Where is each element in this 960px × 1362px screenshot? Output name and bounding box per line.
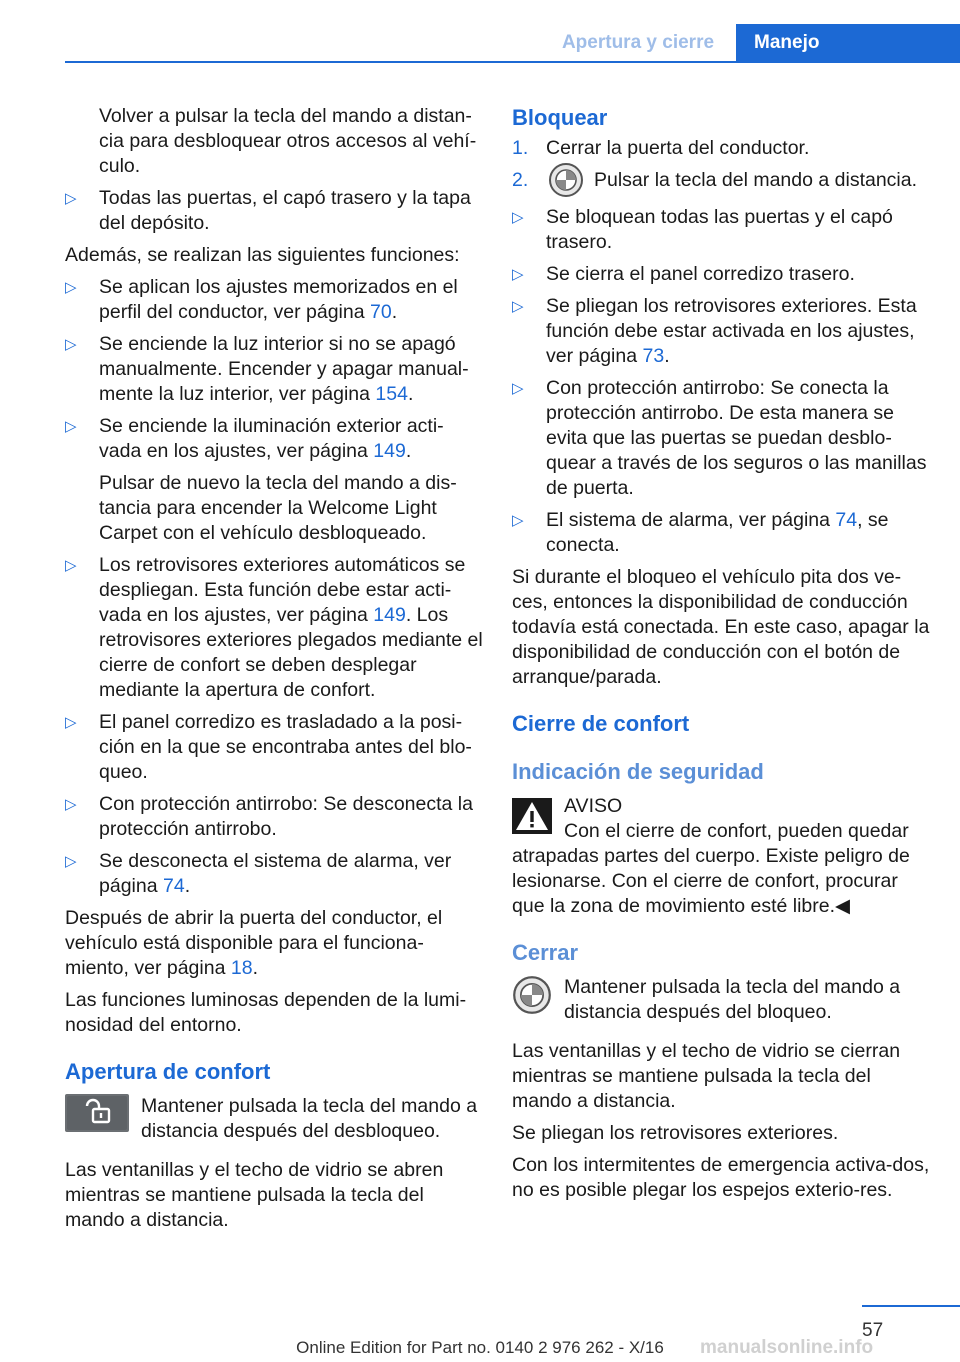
comfort-close-instruction: Mantener pulsada la tecla del mando a distancia después del bloqueo. bbox=[512, 975, 932, 1025]
heading-safety-note: Indicación de seguridad bbox=[512, 759, 764, 784]
step-number: 1. bbox=[512, 137, 529, 159]
remote-key-bmw-icon bbox=[512, 975, 552, 1015]
heading-lock: Bloquear bbox=[512, 105, 608, 130]
footer-edition: Online Edition for Part no. 0140 2 976 262 - X/16 bbox=[296, 1338, 664, 1357]
numbered-step: 1. Cerrar la puerta del conductor. bbox=[512, 137, 810, 159]
header-rule bbox=[65, 61, 960, 63]
step-number: 2. bbox=[512, 169, 529, 191]
list-item: ▷ Se bloquean todas las puertas y el capó trasero. bbox=[512, 206, 893, 253]
bullet-triangle-icon: ▷ bbox=[65, 190, 77, 207]
paragraph: Las ventanillas y el techo de vidrio se abren mientras se mantiene pulsada la tecla del mando a distancia. bbox=[65, 1159, 444, 1231]
page-link[interactable]: 70 bbox=[370, 301, 392, 323]
page-number: 57 bbox=[862, 1320, 884, 1341]
paragraph: Las ventanillas y el techo de vidrio se cierran mientras se mantiene pulsada la tecla del mando a distancia. bbox=[512, 1040, 901, 1112]
list-item: ▷ Los retrovisores exteriores automáticos se despliegan. Esta función debe estar acti‐vada en los ajustes, ver página 149. Los retrovisores exteriores plegados mediante el cierre de confort se deben desplegar mediante la apertura de confort. bbox=[65, 554, 483, 701]
page-header bbox=[0, 0, 960, 64]
list-item: ▷ Se enciende la luz interior si no se apagó manualmente. Encender y apagar manual‐mente la luz interior, ver página 154. bbox=[65, 333, 469, 405]
paragraph: Con los intermitentes de emergencia activa‐dos, no es posible plegar los espejos exterio‐res. bbox=[512, 1154, 930, 1201]
warning-box bbox=[512, 794, 932, 919]
numbered-step: 2. Pulsar la tecla del mando a distancia. bbox=[512, 168, 932, 198]
paragraph: Las funciones luminosas dependen de la lumi‐nosidad del entorno. bbox=[65, 989, 467, 1036]
list-item: ▷ El panel corredizo es trasladado a la posi‐ción en la que se encontraba antes del blo‐queo. bbox=[65, 711, 472, 783]
list-item: ▷ Con protección antirrobo: Se conecta la protección antirrobo. De esta manera se evita que las puertas se puedan desblo‐quear a través de los seguros o las manillas de puerta. bbox=[512, 377, 927, 499]
bullet-triangle-icon: ▷ bbox=[65, 336, 77, 353]
chapter-tab: Manejo bbox=[736, 24, 960, 61]
list-item: ▷ Se desconecta el sistema de alarma, ver página 74. bbox=[65, 850, 452, 897]
page-link[interactable]: 73 bbox=[642, 345, 665, 367]
unlock-key-icon bbox=[65, 1094, 129, 1132]
page-link[interactable]: 154 bbox=[375, 383, 408, 405]
bullet-triangle-icon: ▷ bbox=[512, 380, 524, 397]
list-item: ▷ Con protección antirrobo: Se desconecta la protección antirrobo. bbox=[65, 793, 473, 840]
warning-title: AVISO bbox=[564, 795, 623, 817]
paragraph: Además, se realizan las siguientes funciones: bbox=[65, 244, 460, 266]
bullet-triangle-icon: ▷ bbox=[65, 279, 77, 296]
list-item: ▷ El sistema de alarma, ver página 74, se conecta. bbox=[512, 509, 889, 556]
paragraph: Volver a pulsar la tecla del mando a distan‐cia para desbloquear otros accesos al vehí‐culo. bbox=[99, 105, 477, 177]
bullet-triangle-icon: ▷ bbox=[512, 209, 524, 226]
bullet-triangle-icon: ▷ bbox=[65, 796, 77, 813]
list-item: ▷ Todas las puertas, el capó trasero y la tapa del depósito. bbox=[65, 187, 471, 234]
paragraph: Se pliegan los retrovisores exteriores. bbox=[512, 1122, 839, 1144]
comfort-open-instruction: Mantener pulsada la tecla del mando a distancia después del desbloqueo. bbox=[65, 1094, 483, 1144]
bullet-triangle-icon: ▷ bbox=[512, 512, 524, 529]
list-item: ▷ Se aplican los ajustes memorizados en el perfil del conductor, ver página 70. bbox=[65, 276, 458, 323]
warning-first-line: Con el cierre de confort, pueden quedar bbox=[564, 820, 909, 842]
list-item: ▷ Se pliegan los retrovisores exteriores. Esta función debe estar activada en los ajustes, ver página 73. bbox=[512, 295, 917, 367]
list-item: ▷ Se cierra el panel corredizo trasero. bbox=[512, 263, 855, 285]
page-link[interactable]: 74 bbox=[162, 875, 185, 897]
paragraph: Si durante el bloqueo el vehículo pita dos ve‐ces, entonces la disponibilidad de conducción todavía está conectada. En este caso, apagar la disponibilidad de conducción con el botón de arranque/parada. bbox=[512, 566, 930, 688]
warning-triangle-icon bbox=[512, 798, 552, 834]
left-column bbox=[65, 104, 483, 1240]
watermark: manualsonline.info bbox=[700, 1337, 874, 1358]
remote-key-bmw-icon bbox=[548, 162, 584, 198]
page-link[interactable]: 149 bbox=[373, 440, 406, 462]
paragraph: Después de abrir la puerta del conductor, el vehículo está disponible para el funciona‐miento, ver página 18. bbox=[65, 907, 443, 979]
sub-paragraph: Pulsar de nuevo la tecla del mando a dis‐tancia para encender la Welcome Light Carpet con el vehículo desbloqueado. bbox=[99, 472, 457, 544]
section-tab: Apertura y cierre bbox=[540, 24, 736, 61]
heading-comfort-close: Cierre de confort bbox=[512, 711, 690, 736]
heading-comfort-open: Apertura de confort bbox=[65, 1059, 271, 1084]
bullet-triangle-icon: ▷ bbox=[65, 557, 77, 574]
footer-rule bbox=[862, 1305, 960, 1307]
right-column bbox=[512, 104, 932, 1210]
bullet-triangle-icon: ▷ bbox=[512, 266, 524, 283]
list-item: ▷ Se enciende la iluminación exterior acti‐vada en los ajustes, ver página 149. Pulsar de nuevo la tecla del mando a dis‐tancia para encender la Welcome Light Carpet con el vehículo desbloqueado. bbox=[65, 414, 483, 546]
warning-text: atrapadas partes del cuerpo. Existe peligro de lesionarse. Con el cierre de confort, procurar que la zona de movimiento esté libre.◀ bbox=[512, 845, 910, 917]
page-link[interactable]: 74 bbox=[835, 509, 858, 531]
bullet-triangle-icon: ▷ bbox=[65, 418, 77, 435]
heading-close: Cerrar bbox=[512, 940, 579, 965]
bullet-triangle-icon: ▷ bbox=[512, 298, 524, 315]
page-link[interactable]: 18 bbox=[230, 957, 253, 979]
bullet-triangle-icon: ▷ bbox=[65, 853, 77, 870]
bullet-triangle-icon: ▷ bbox=[65, 714, 77, 731]
page-link[interactable]: 149 bbox=[373, 604, 406, 626]
